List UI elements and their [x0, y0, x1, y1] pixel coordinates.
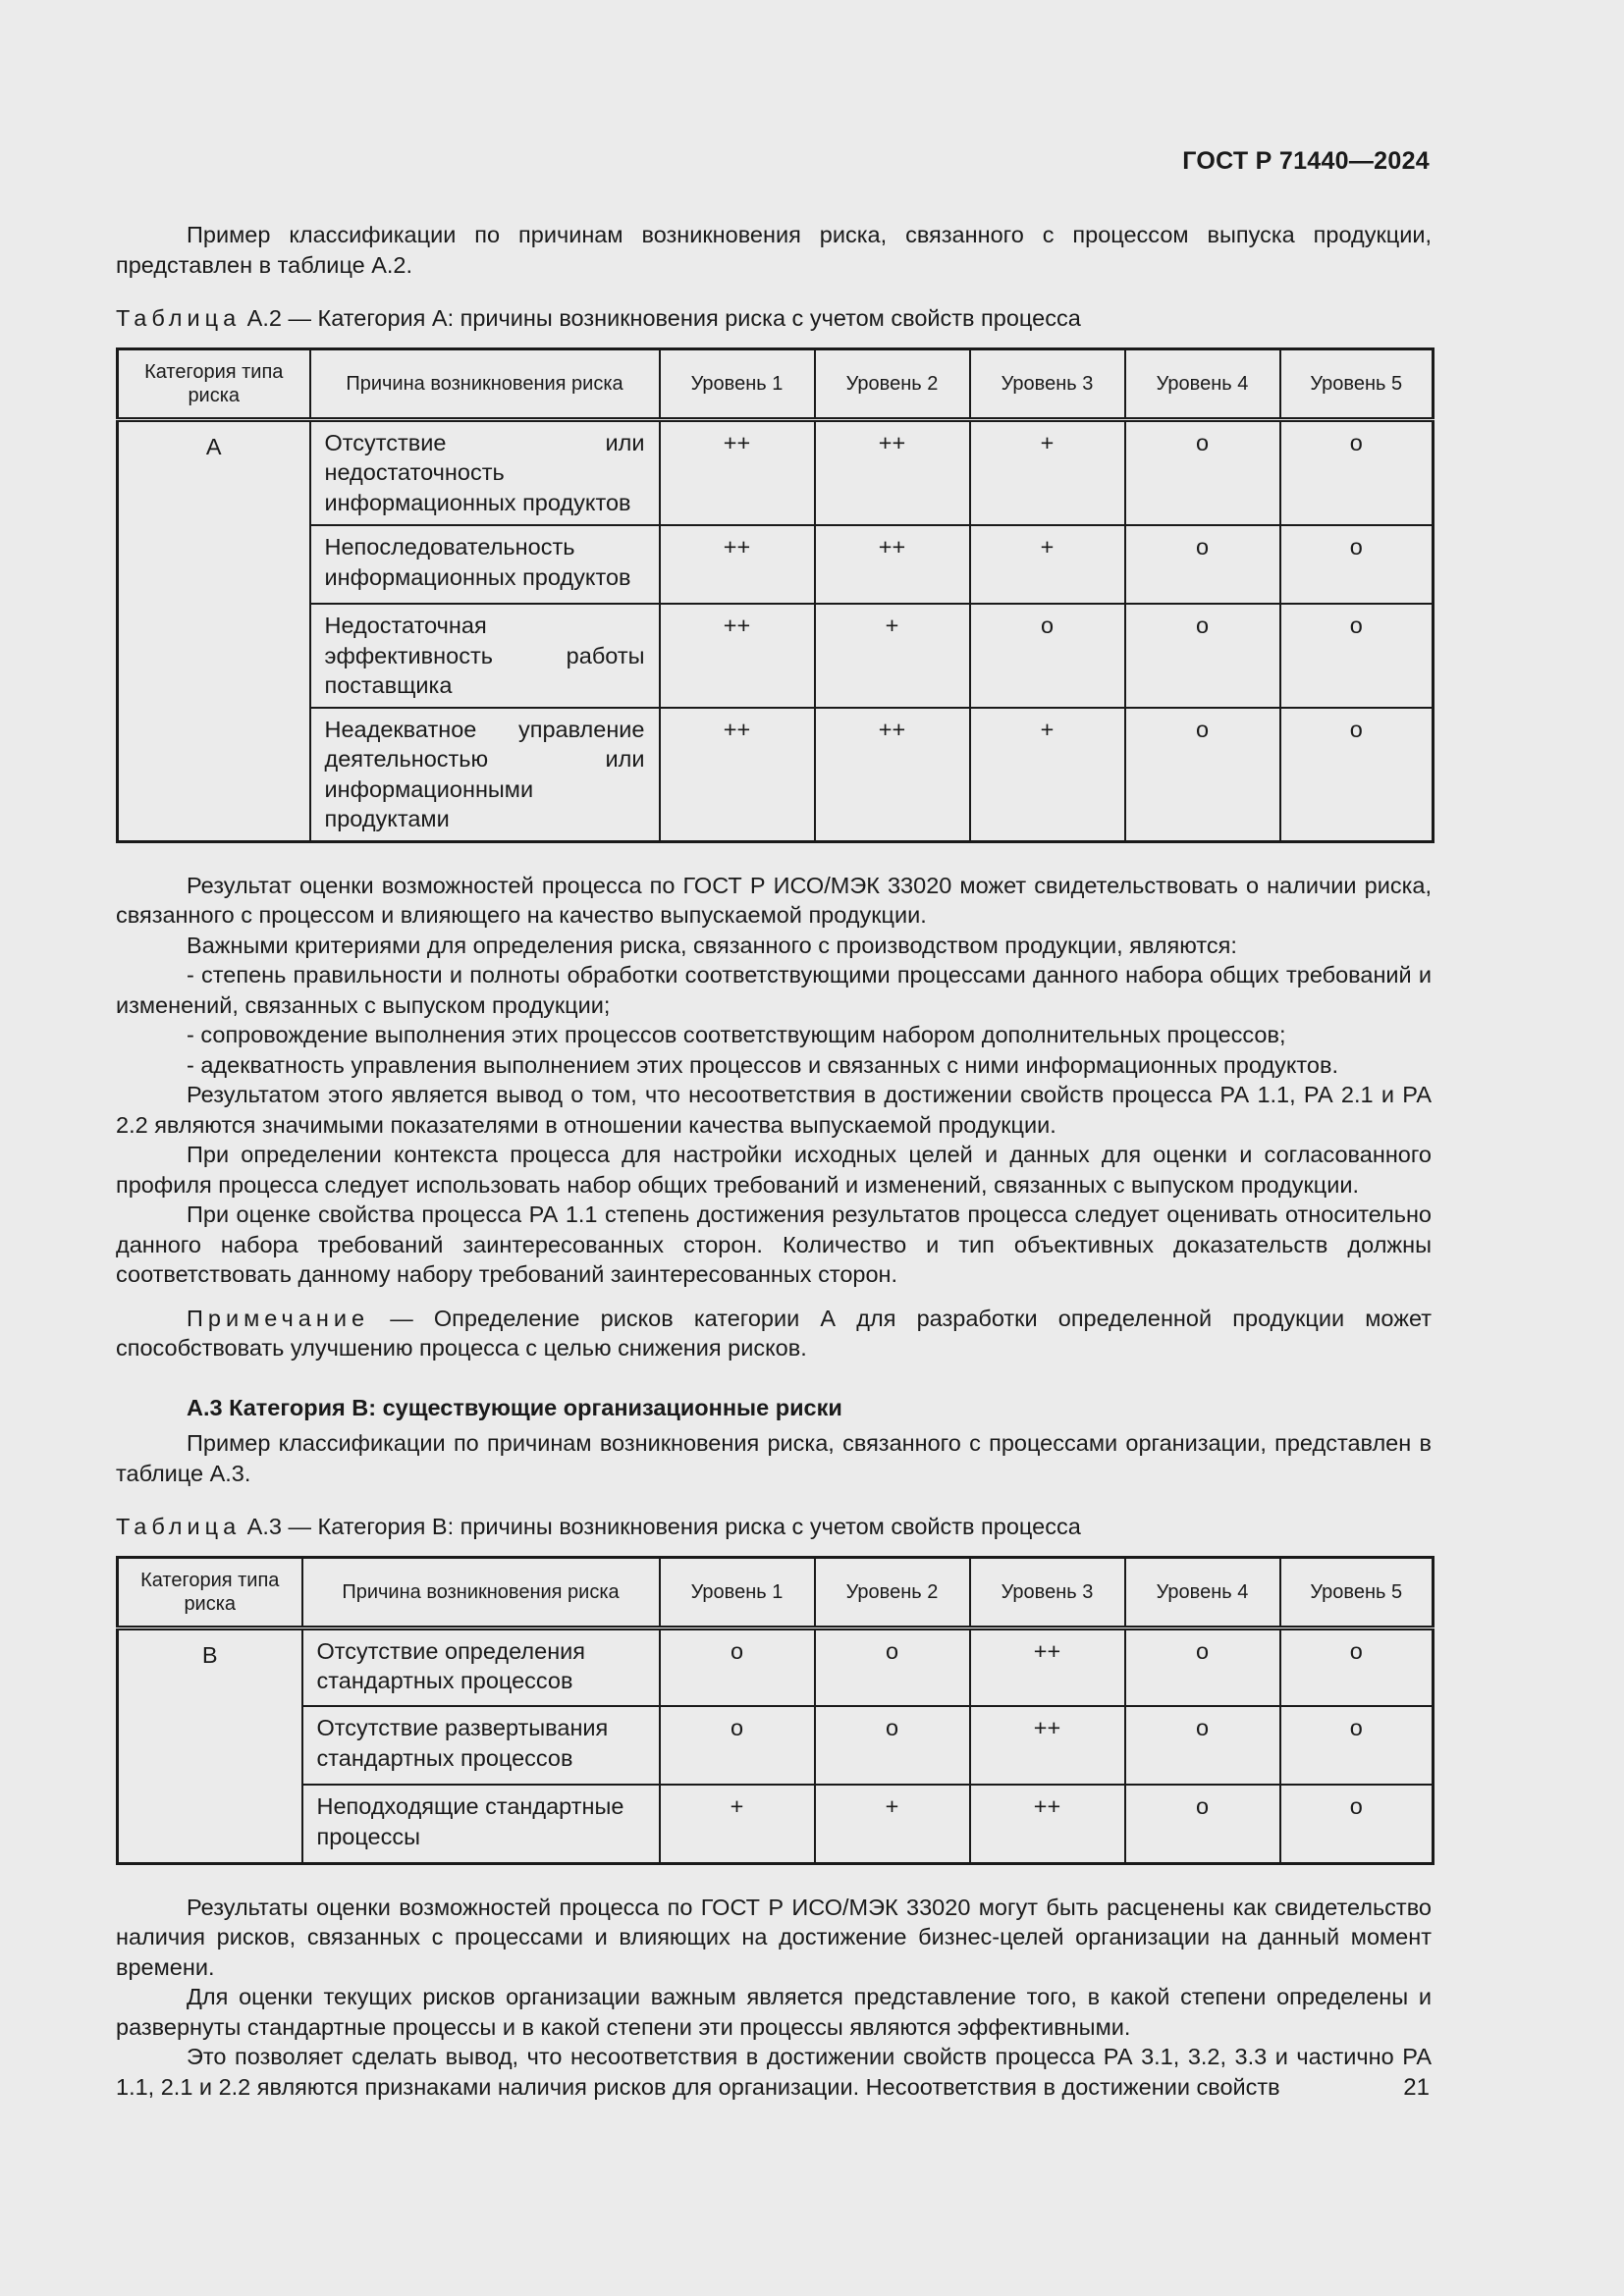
col-header-level-5: Уровень 5	[1280, 348, 1434, 419]
paragraph: Для оценки текущих рисков организации важным является представление того, в какой степени определены и развернуты стандартные процессы и в какой степени эти процессы являются эффективными.	[116, 1984, 1432, 2040]
level-cell: ++	[660, 604, 815, 708]
table-a2-caption	[116, 303, 1432, 334]
level-cell: ++	[970, 1785, 1125, 1863]
level-cell: о	[1280, 1785, 1434, 1863]
level-cell: о	[1280, 1706, 1434, 1785]
table-row	[118, 525, 1434, 604]
cause-cell: Отсутствие развертывания стандартных процессов	[302, 1706, 660, 1785]
caption-text: А.2 — Категория А: причины возникновения риска с учетом свойств процесса	[241, 305, 1081, 331]
col-header-level-3: Уровень 3	[970, 1557, 1125, 1628]
col-header-level-4: Уровень 4	[1125, 348, 1280, 419]
caption-word: Таблица	[116, 1514, 242, 1539]
intro-a3: Пример классификации по причинам возникновения риска, связанного с процессами организации, представлен в таблице А.3.	[116, 1430, 1432, 1486]
level-cell: о	[1125, 604, 1280, 708]
table-row	[118, 1706, 1434, 1785]
col-header-level-1: Уровень 1	[660, 348, 815, 419]
paragraph: Результатом этого является вывод о том, что несоответствия в достижении свойств процесса РА 1.1, РА 2.1 и РА 2.2 являются значимыми показателями в отношении качества выпускаемой продукции.	[116, 1082, 1432, 1138]
level-cell: +	[970, 525, 1125, 604]
level-cell: о	[970, 604, 1125, 708]
table-row	[118, 1628, 1434, 1706]
list-item: - степень правильности и полноты обработки соответствующими процессами данного набора общих требований и изменений, связанных с выпуском продукции;	[116, 962, 1432, 1018]
level-cell: о	[815, 1628, 970, 1706]
level-cell: +	[970, 419, 1125, 525]
level-cell: ++	[660, 419, 815, 525]
level-cell: ++	[660, 525, 815, 604]
col-header-cause: Причина возникновения риска	[302, 1557, 660, 1628]
category-cell: А	[118, 419, 310, 841]
paragraph: При определении контекста процесса для настройки исходных целей и данных для оценки и согласованного профиля процесса следует использовать набор общих требований и изменений, связанных с выпуском продукции.	[116, 1142, 1432, 1198]
paragraph: Результаты оценки возможностей процесса по ГОСТ Р ИСО/МЭК 33020 могут быть расценены как свидетельство наличия рисков, связанных с процессами и влияющих на достижение бизнес-целей организации на данный момент времени.	[116, 1894, 1432, 1980]
document-code: ГОСТ Р 71440—2024	[1182, 147, 1430, 175]
cause-cell: Отсутствие или недостаточность информационных продуктов	[310, 419, 660, 525]
table-row	[118, 419, 1434, 525]
table-row	[118, 1785, 1434, 1863]
level-cell: +	[660, 1785, 815, 1863]
caption-word: Таблица	[116, 305, 242, 331]
list-item: - сопровождение выполнения этих процессов соответствующим набором дополнительных процессов;	[187, 1022, 1286, 1047]
page-number: 21	[1403, 2074, 1430, 2101]
level-cell: о	[1280, 525, 1434, 604]
level-cell: ++	[815, 708, 970, 842]
table-a3-caption	[116, 1512, 1432, 1542]
section-heading: А.3 Категория В: существующие организационные риски	[187, 1394, 842, 1420]
level-cell: ++	[660, 708, 815, 842]
level-cell: о	[660, 1706, 815, 1785]
level-cell: ++	[970, 1628, 1125, 1706]
col-header-level-2: Уровень 2	[815, 1557, 970, 1628]
note-label: Примечание	[187, 1305, 370, 1331]
col-header-level-5: Уровень 5	[1280, 1557, 1434, 1628]
cause-cell: Непоследовательность информационных продуктов	[310, 525, 660, 604]
level-cell: +	[815, 604, 970, 708]
note-text: — Определение рисков категории А для разработки определенной продукции может способствовать улучшению процесса с целью снижения рисков.	[116, 1305, 1432, 1361]
col-header-level-3: Уровень 3	[970, 348, 1125, 419]
level-cell: ++	[815, 419, 970, 525]
col-header-level-4: Уровень 4	[1125, 1557, 1280, 1628]
paragraph: Результат оценки возможностей процесса по ГОСТ Р ИСО/МЭК 33020 может свидетельствовать о наличии риска, связанного с процессом и влияющего на качество выпускаемой продукции.	[116, 872, 1432, 928]
level-cell: о	[1125, 525, 1280, 604]
level-cell: +	[970, 708, 1125, 842]
level-cell: о	[1125, 419, 1280, 525]
category-cell: В	[118, 1628, 302, 1863]
level-cell: ++	[970, 1706, 1125, 1785]
col-header-level-1: Уровень 1	[660, 1557, 815, 1628]
col-header-cause: Причина возникновения риска	[310, 348, 660, 419]
table-row	[118, 604, 1434, 708]
paragraph: Это позволяет сделать вывод, что несоответствия в достижении свойств процесса РА 3.1, 3.2, 3.3 и частично РА 1.1, 2.1 и 2.2 являются признаками наличия рисков для организации. Несоответствия в достижении свойств	[116, 2044, 1432, 2100]
level-cell: о	[1280, 419, 1434, 525]
caption-text: А.3 — Категория В: причины возникновения риска с учетом свойств процесса	[241, 1514, 1081, 1539]
col-header-category: Категория типа риска	[118, 1557, 302, 1628]
level-cell: +	[815, 1785, 970, 1863]
level-cell: о	[1125, 1706, 1280, 1785]
col-header-level-2: Уровень 2	[815, 348, 970, 419]
intro-a2: Пример классификации по причинам возникновения риска, связанного с процессом выпуска продукции, представлен в таблице А.2.	[116, 222, 1432, 278]
level-cell: о	[1280, 708, 1434, 842]
paragraph: Важными критериями для определения риска, связанного с производством продукции, являются:	[187, 932, 1237, 958]
list-item: - адекватность управления выполнением этих процессов и связанных с ними информационных продуктов.	[187, 1051, 1338, 1078]
level-cell: о	[815, 1706, 970, 1785]
level-cell: о	[1280, 1628, 1434, 1706]
level-cell: ++	[815, 525, 970, 604]
level-cell: о	[1125, 1785, 1280, 1863]
table-header-row	[118, 348, 1434, 419]
table-header-row	[118, 1557, 1434, 1628]
cause-cell: Отсутствие определения стандартных процессов	[302, 1628, 660, 1706]
level-cell: о	[1280, 604, 1434, 708]
cause-cell: Неподходящие стандартные процессы	[302, 1785, 660, 1863]
paragraph: При оценке свойства процесса РА 1.1 степень достижения результатов процесса следует оценивать относительно данного набора требований заинтересованных сторон. Количество и тип объективных доказательств должны соответствовать данному набору требований заинтересованных сторон.	[116, 1201, 1432, 1287]
level-cell: о	[1125, 1628, 1280, 1706]
note	[116, 1304, 1432, 1363]
cause-cell: Недостаточная эффективность работы поставщика	[310, 604, 660, 708]
cause-cell: Неадекватное управление деятельностью или информационными продуктами	[310, 708, 660, 842]
table-a2	[116, 347, 1435, 843]
table-row	[118, 708, 1434, 842]
col-header-category: Категория типа риска	[118, 348, 310, 419]
page-content	[116, 220, 1432, 2102]
level-cell: о	[660, 1628, 815, 1706]
level-cell: о	[1125, 708, 1280, 842]
table-a3	[116, 1556, 1435, 1865]
